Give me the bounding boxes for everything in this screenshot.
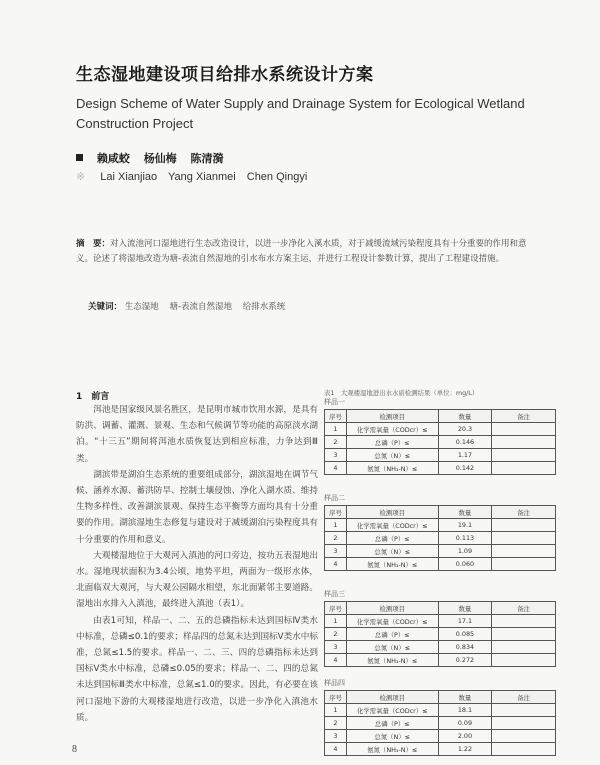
cell-note xyxy=(492,743,556,756)
cell-note xyxy=(492,449,556,462)
table-row xyxy=(325,730,556,743)
cell-value: 0.09 xyxy=(438,717,492,730)
table-row xyxy=(325,558,556,571)
cell-no: 3 xyxy=(325,545,347,558)
authors-cn xyxy=(76,150,234,166)
cell-value: 2.00 xyxy=(438,730,492,743)
data-table xyxy=(324,505,556,571)
table-row xyxy=(325,436,556,449)
cell-value: 19.1 xyxy=(438,519,492,532)
header-cell: 检测项目 xyxy=(346,410,438,423)
header-cell: 序号 xyxy=(325,410,347,423)
table-row xyxy=(325,654,556,667)
cell-item: 总磷（P）≤ xyxy=(346,628,438,641)
cell-no: 2 xyxy=(325,717,347,730)
cell-item: 化学需氧量（CODcr）≤ xyxy=(346,615,438,628)
table-row xyxy=(325,519,556,532)
cell-item: 化学需氧量（CODcr）≤ xyxy=(346,704,438,717)
header-cell: 序号 xyxy=(325,506,347,519)
paragraph: 大观楼湿地位于大观河入滇池的河口旁边，按功五表湿地出水。湿地现状面积为3.4公顷，地势平坦，两面为一级形水体，北面临双大观河，与大观公园隔水相望，东北面紧邻主要道路。湿地出水排入入滇池，最终进入滇池（表1）。 xyxy=(76,550,318,610)
abstract-label: 摘 要： xyxy=(76,239,111,249)
cell-value: 0.834 xyxy=(438,641,492,654)
author-en: Chen Qingyi xyxy=(246,171,308,183)
cell-no: 4 xyxy=(325,743,347,756)
cell-no: 4 xyxy=(325,558,347,571)
sample-label: 样品三 xyxy=(324,590,345,598)
table-row xyxy=(325,449,556,462)
keyword: 给排水系统 xyxy=(242,302,286,312)
sample-table-4 xyxy=(324,678,562,756)
author-cn: 陈清漪 xyxy=(190,152,224,165)
table-row xyxy=(325,717,556,730)
author-en: Lai Xianjiao xyxy=(100,171,158,183)
cell-value: 20.3 xyxy=(438,423,492,436)
table-row xyxy=(325,462,556,475)
data-table xyxy=(324,601,556,667)
keywords xyxy=(88,300,293,312)
bullet-square-icon xyxy=(76,154,83,161)
keyword: 塘-表流自然湿地 xyxy=(169,302,233,312)
cell-item: 总磷（P）≤ xyxy=(346,717,438,730)
header-cell: 数量 xyxy=(438,506,492,519)
header-cell: 检测项目 xyxy=(346,506,438,519)
table-header-row xyxy=(325,410,556,423)
header-cell: 数量 xyxy=(438,410,492,423)
cell-item: 氨氮（NH₃-N）≤ xyxy=(346,654,438,667)
cell-item: 总磷（P）≤ xyxy=(346,532,438,545)
sample-label: 样品四 xyxy=(324,679,345,687)
header-cell: 备注 xyxy=(492,602,556,615)
data-table xyxy=(324,409,556,475)
cell-no: 1 xyxy=(325,704,347,717)
table-row xyxy=(325,743,556,756)
body-text xyxy=(76,402,318,726)
cell-note xyxy=(492,704,556,717)
cell-value: 0.142 xyxy=(438,462,492,475)
sample-label: 样品二 xyxy=(324,494,345,502)
cell-value: 0.272 xyxy=(438,654,492,667)
cell-note xyxy=(492,615,556,628)
header-cell: 检测项目 xyxy=(346,602,438,615)
page-number: 8 xyxy=(72,744,77,755)
cell-item: 总氮（N）≤ xyxy=(346,545,438,558)
cell-note xyxy=(492,545,556,558)
cell-value: 1.22 xyxy=(438,743,492,756)
cell-note xyxy=(492,717,556,730)
table-row xyxy=(325,628,556,641)
cell-value: 0.113 xyxy=(438,532,492,545)
cell-note xyxy=(492,436,556,449)
cell-no: 1 xyxy=(325,615,347,628)
cell-note xyxy=(492,654,556,667)
cell-value: 0.085 xyxy=(438,628,492,641)
table-header-row xyxy=(325,691,556,704)
table-row xyxy=(325,704,556,717)
cell-no: 4 xyxy=(325,654,347,667)
cell-note xyxy=(492,730,556,743)
cell-note xyxy=(492,641,556,654)
cell-value: 0.146 xyxy=(438,436,492,449)
cell-item: 氨氮（NH₃-N）≤ xyxy=(346,743,438,756)
cell-item: 化学需氧量（CODcr）≤ xyxy=(346,423,438,436)
table-row xyxy=(325,641,556,654)
cell-no: 1 xyxy=(325,423,347,436)
cell-item: 总氮（N）≤ xyxy=(346,641,438,654)
table-row xyxy=(325,545,556,558)
cell-value: 0.060 xyxy=(438,558,492,571)
cell-note xyxy=(492,558,556,571)
table-header-row xyxy=(325,506,556,519)
cell-value: 1.17 xyxy=(438,449,492,462)
data-table xyxy=(324,690,556,756)
cell-no: 2 xyxy=(325,628,347,641)
header-cell: 备注 xyxy=(492,506,556,519)
abstract-text: 对入流池河口湿地进行生态改造设计，以进一步净化入溪水质，对于减缓流域污染程度具有十分重要的作用和意义。论述了将湿地改造为塘-表流自然湿地的引水布水方案主运，并进行工程设计参数计算，提出了工程建设措施。 xyxy=(76,239,527,264)
cell-value: 1.09 xyxy=(438,545,492,558)
cell-note xyxy=(492,628,556,641)
header-cell: 序号 xyxy=(325,602,347,615)
table-row xyxy=(325,423,556,436)
paragraph: 洱池是国家级风景名胜区，是昆明市城市饮用水源，是具有防洪、调蓄、灌溉、景观、生态和气候调节等功能的高原淡水湖泊。“十三五”期间将洱池水质恢复达到相应标准，力争达到Ⅲ类。 xyxy=(76,405,318,464)
header-cell: 备注 xyxy=(492,410,556,423)
cell-item: 氨氮（NH₃-N）≤ xyxy=(346,558,438,571)
cell-note xyxy=(492,519,556,532)
paper-title-en: Design Scheme of Water Supply and Drainage System for Ecological Wetland Construction Project xyxy=(76,96,525,131)
header-cell: 备注 xyxy=(492,691,556,704)
cell-item: 氨氮（NH₃-N）≤ xyxy=(346,462,438,475)
paragraph: 湖滨带是湖泊生态系统的重要组成部分，湖滨湿地在调节气候、涵养水源、蓄洪防旱、控制土壤侵蚀、净化入湖水质、维持生物多样性、改善湖滨景观、保持生态平衡等方面均具有十分重要的作用。湖滨湿地生态修复与建设对于减缓湖泊污染程度具有十分重要的作用和意义。 xyxy=(76,469,318,545)
paper-title-cn: 生态湿地建设项目给排水系统设计方案 xyxy=(76,65,374,85)
sample-table-1 xyxy=(324,397,562,475)
cell-no: 3 xyxy=(325,449,347,462)
keyword: 生态湿地 xyxy=(124,302,159,312)
header-cell: 数量 xyxy=(438,691,492,704)
cell-item: 化学需氧量（CODcr）≤ xyxy=(346,519,438,532)
sample-table-2 xyxy=(324,493,562,571)
author-cn: 赖咸蛟 xyxy=(96,152,130,165)
author-en: Yang Xianmei xyxy=(168,171,236,183)
table-row xyxy=(325,615,556,628)
sample-label: 样品一 xyxy=(324,398,345,406)
author-mark: ※ xyxy=(76,171,86,183)
header-cell: 数量 xyxy=(438,602,492,615)
cell-note xyxy=(492,532,556,545)
header-cell: 序号 xyxy=(325,691,347,704)
cell-note xyxy=(492,423,556,436)
table-caption: 表1 大观楼湿地进出水水质检测结果（单位：mg/L） xyxy=(324,389,479,397)
cell-item: 总磷（P）≤ xyxy=(346,436,438,449)
sample-table-3 xyxy=(324,589,562,667)
table-row xyxy=(325,532,556,545)
paragraph: 由表1可知，样品一、二、五的总磷指标未达到国标Ⅳ类水中标准，总磷≤0.1的要求；样品四的总氮未达到国标Ⅴ类水中标准，总氮≤1.5的要求。样品一、二、三、四的总磷指标未达到国标Ⅴ类水中标准，总磷≤0.05的要求；样品一、二、四的总氮未达到国标Ⅲ类水中标准，总氮≤1.0的要求。因此，有必要在该河口湿地下游的大观楼湿地进行改造，以进一步净化入滇池水质。 xyxy=(76,615,318,723)
cell-value: 17.1 xyxy=(438,615,492,628)
authors-en xyxy=(76,170,315,183)
cell-item: 总氮（N）≤ xyxy=(346,730,438,743)
abstract xyxy=(76,237,532,267)
cell-no: 2 xyxy=(325,436,347,449)
keywords-label: 关键词： xyxy=(88,302,123,312)
cell-value: 18.1 xyxy=(438,704,492,717)
table-header-row xyxy=(325,602,556,615)
cell-no: 2 xyxy=(325,532,347,545)
header-cell: 检测项目 xyxy=(346,691,438,704)
section-heading: 1 前言 xyxy=(76,392,110,402)
author-cn: 杨仙梅 xyxy=(143,152,177,165)
cell-no: 1 xyxy=(325,519,347,532)
cell-no: 3 xyxy=(325,730,347,743)
cell-no: 4 xyxy=(325,462,347,475)
cell-no: 3 xyxy=(325,641,347,654)
cell-note xyxy=(492,462,556,475)
cell-item: 总氮（N）≤ xyxy=(346,449,438,462)
